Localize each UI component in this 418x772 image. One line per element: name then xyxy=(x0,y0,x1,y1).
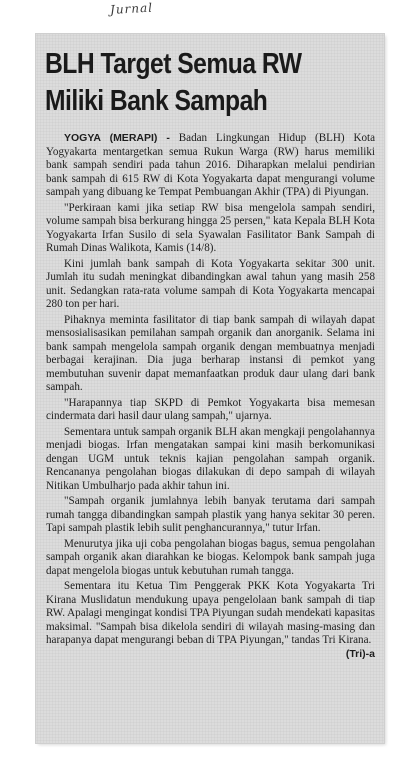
paragraph-9 xyxy=(46,580,375,660)
dateline: YOGYA (MERAPI) - xyxy=(64,132,170,144)
paragraph-3: Kini jumlah bank sampah di Kota Yogyakarta sekitar 300 unit. Jumlah itu sudah meningkat dibandingkan awal tahun yang masih 258 unit. Sedangkan rata-rata volume sampah di Kota Yogyakarta mencapai 280 ton per hari. xyxy=(46,257,375,310)
paragraph-7: "Sampah organik jumlahnya lebih banyak terutama dari sampah rumah tangga dibandingkan sampah plastik yang hanya sekitar 30 peren. Tapi sampah plastik lebih sulit penghancurannya," tutur Irfan. xyxy=(46,495,375,534)
newspaper-clipping xyxy=(36,34,384,743)
paragraph-6: Sementara untuk sampah organik BLH akan mengkaji pengolahannya menjadi biogas. Irfan mengatakan sampai kini masih berkomunikasi dengan UGM untuk teknis kajian pengolahan sampah organik. Rencananya pengolahan biogas dilakukan di depo sampah di wilayah Nitikan Umbulharjo pada akhir tahun ini. xyxy=(46,425,375,492)
paragraph-4: Pihaknya meminta fasilitator di tiap bank sampah di wilayah dapat mensosialisasikan pemilahan sampah organik dan anorganik. Selama ini bank sampah mengelola sampah organik dengan membuatnya menjadi berbagai kerajinan. Dia juga berharap instansi di pemkot yang membutuhan suvenir dapat memanfaatkan produk daur ulang dari bank sampah. xyxy=(46,313,375,393)
paragraph-5: "Harapannya tiap SKPD di Pemkot Yogyakarta bisa memesan cindermata dari hasil daur ulang sampah," ujarnya. xyxy=(46,396,375,422)
author-signoff: (Tri)-a xyxy=(345,647,375,660)
paragraph-1 xyxy=(46,132,375,200)
article-body xyxy=(46,132,375,661)
paragraph-9-text: Sementara itu Ketua Tim Penggerak PKK Kota Yogyakarta Tri Kirana Muslidatun mendukung upaya pengelolaan bank sampah di tiap RW. Apalagi mengingat kondisi TPA Piyungan sudah mendekati kapasitas maksimal. "Sampah bisa dikelola sendiri di wilayah masing-masing dan harapanya dapat mengurangi beban di TPA Piyungan," tandas Tri Kirana. xyxy=(46,580,375,646)
paragraph-1-text: Badan Lingkungan Hidup (BLH) Kota Yogyakarta mentargetkan semua Rukun Warga (RW) harus memiliki bank sampah sendiri pada tahun 2016. Diharapkan melalui pendirian bank sampah di 615 RW di Kota Yogyakarta dapat mengurangi volume sampah yang dibuang ke Tempat Pembuangan Akhir (TPA) di Piyungan. xyxy=(46,132,376,198)
handwritten-note: Jurnal xyxy=(109,0,154,17)
paragraph-8: Menurutya jika uji coba pengolahan biogas bagus, semua pengolahan sampah organik akan diarahkan ke biogas. Kelompok bank sampah juga dapat mengelola biogas untuk kebutuhan rumah tangga. xyxy=(46,537,375,577)
headline xyxy=(45,46,301,120)
headline-line-1: BLH Target Semua RW xyxy=(45,48,302,80)
headline-line-2: Miliki Bank Sampah xyxy=(45,85,268,117)
paragraph-2: "Perkiraan kami jika setiap RW bisa mengelola sampah sendiri, volume sampah bisa berkurang hingga 25 persen," kata Kepala BLH Kota Yogyakarta Irfan Susilo di sela Syawalan Fasilitator Bank Sampah di Rumah Dinas Walikota, Kamis (14/8). xyxy=(46,201,375,254)
